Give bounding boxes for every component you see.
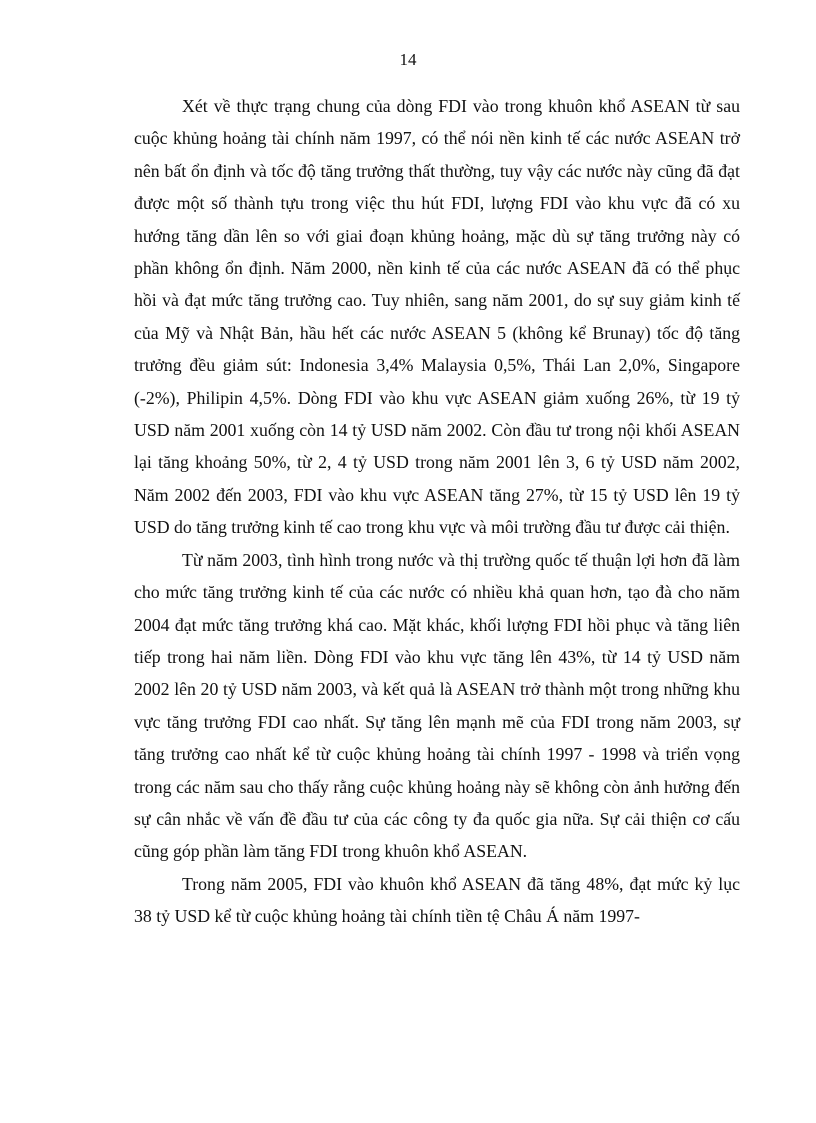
paragraph-fdi-overview: Xét về thực trạng chung của dòng FDI vào trong khuôn khổ ASEAN từ sau cuộc khủng hoảng tài chính năm 1997, có thể nói nền kinh tế các nước ASEAN trở nên bất ổn định và tốc độ tăng trưởng thất thường, tuy vậy các nước này cũng đã đạt được một số thành tựu trong việc thu hút FDI, lượng FDI vào khu vực đã có xu hướng tăng dần lên so với giai đoạn khủng hoảng, mặc dù sự tăng trưởng này có phần không ổn định. Năm 2000, nền kinh tế của các nước ASEAN đã có thể phục hồi và đạt mức tăng trưởng cao. Tuy nhiên, sang năm 2001, do sự suy giảm kinh tế của Mỹ và Nhật Bản, hầu hết các nước ASEAN 5 (không kể Brunay) tốc độ tăng trưởng đều giảm sút: Indonesia 3,4% Malaysia 0,5%, Thái Lan 2,0%, Singapore (-2%), Philipin 4,5%. Dòng FDI vào khu vực ASEAN giảm xuống 26%, từ 19 tỷ USD năm 2001 xuống còn 14 tỷ USD năm 2002. Còn đầu tư trong nội khối ASEAN lại tăng khoảng 50%, từ 2, 4 tỷ USD trong năm 2001 lên 3, 6 tỷ USD năm 2002, Năm 2002 đến 2003, FDI vào khu vực ASEAN tăng 27%, từ 15 tỷ USD lên 19 tỷ USD do tăng trưởng kinh tế cao trong khu vực và môi trường đầu tư được cải thiện. [134, 96, 740, 538]
body-text [134, 90, 740, 933]
paragraph-fdi-2003: Từ năm 2003, tình hình trong nước và thị trường quốc tế thuận lợi hơn đã làm cho mức tăng trưởng kinh tế của các nước có nhiều khả quan hơn, tạo đà cho năm 2004 đạt mức tăng trưởng khá cao. Mặt khác, khối lượng FDI hồi phục và tăng liên tiếp trong hai năm liền. Dòng FDI vào khu vực tăng lên 43%, từ 14 tỷ USD năm 2002 lên 20 tỷ USD năm 2003, và kết quả là ASEAN trở thành một trong những khu vực tăng trưởng FDI cao nhất. Sự tăng lên mạnh mẽ của FDI trong năm 2003, sự tăng trưởng cao nhất kể từ cuộc khủng hoảng tài chính 1997 - 1998 và triển vọng trong các năm sau cho thấy rằng cuộc khủng hoảng này sẽ không còn ảnh hưởng đến sự cân nhắc về vấn đề đầu tư của các công ty đa quốc gia nữa. Sự cải thiện cơ cấu cũng góp phần làm tăng FDI trong khuôn khổ ASEAN. [134, 549, 740, 862]
paragraph-fdi-2005: Trong năm 2005, FDI vào khuôn khổ ASEAN đã tăng 48%, đạt mức kỷ lục 38 tỷ USD kể từ cuộc khủng hoảng tài chính tiền tệ Châu Á năm 1997- [134, 873, 740, 927]
page-number: 14 [399, 50, 417, 69]
